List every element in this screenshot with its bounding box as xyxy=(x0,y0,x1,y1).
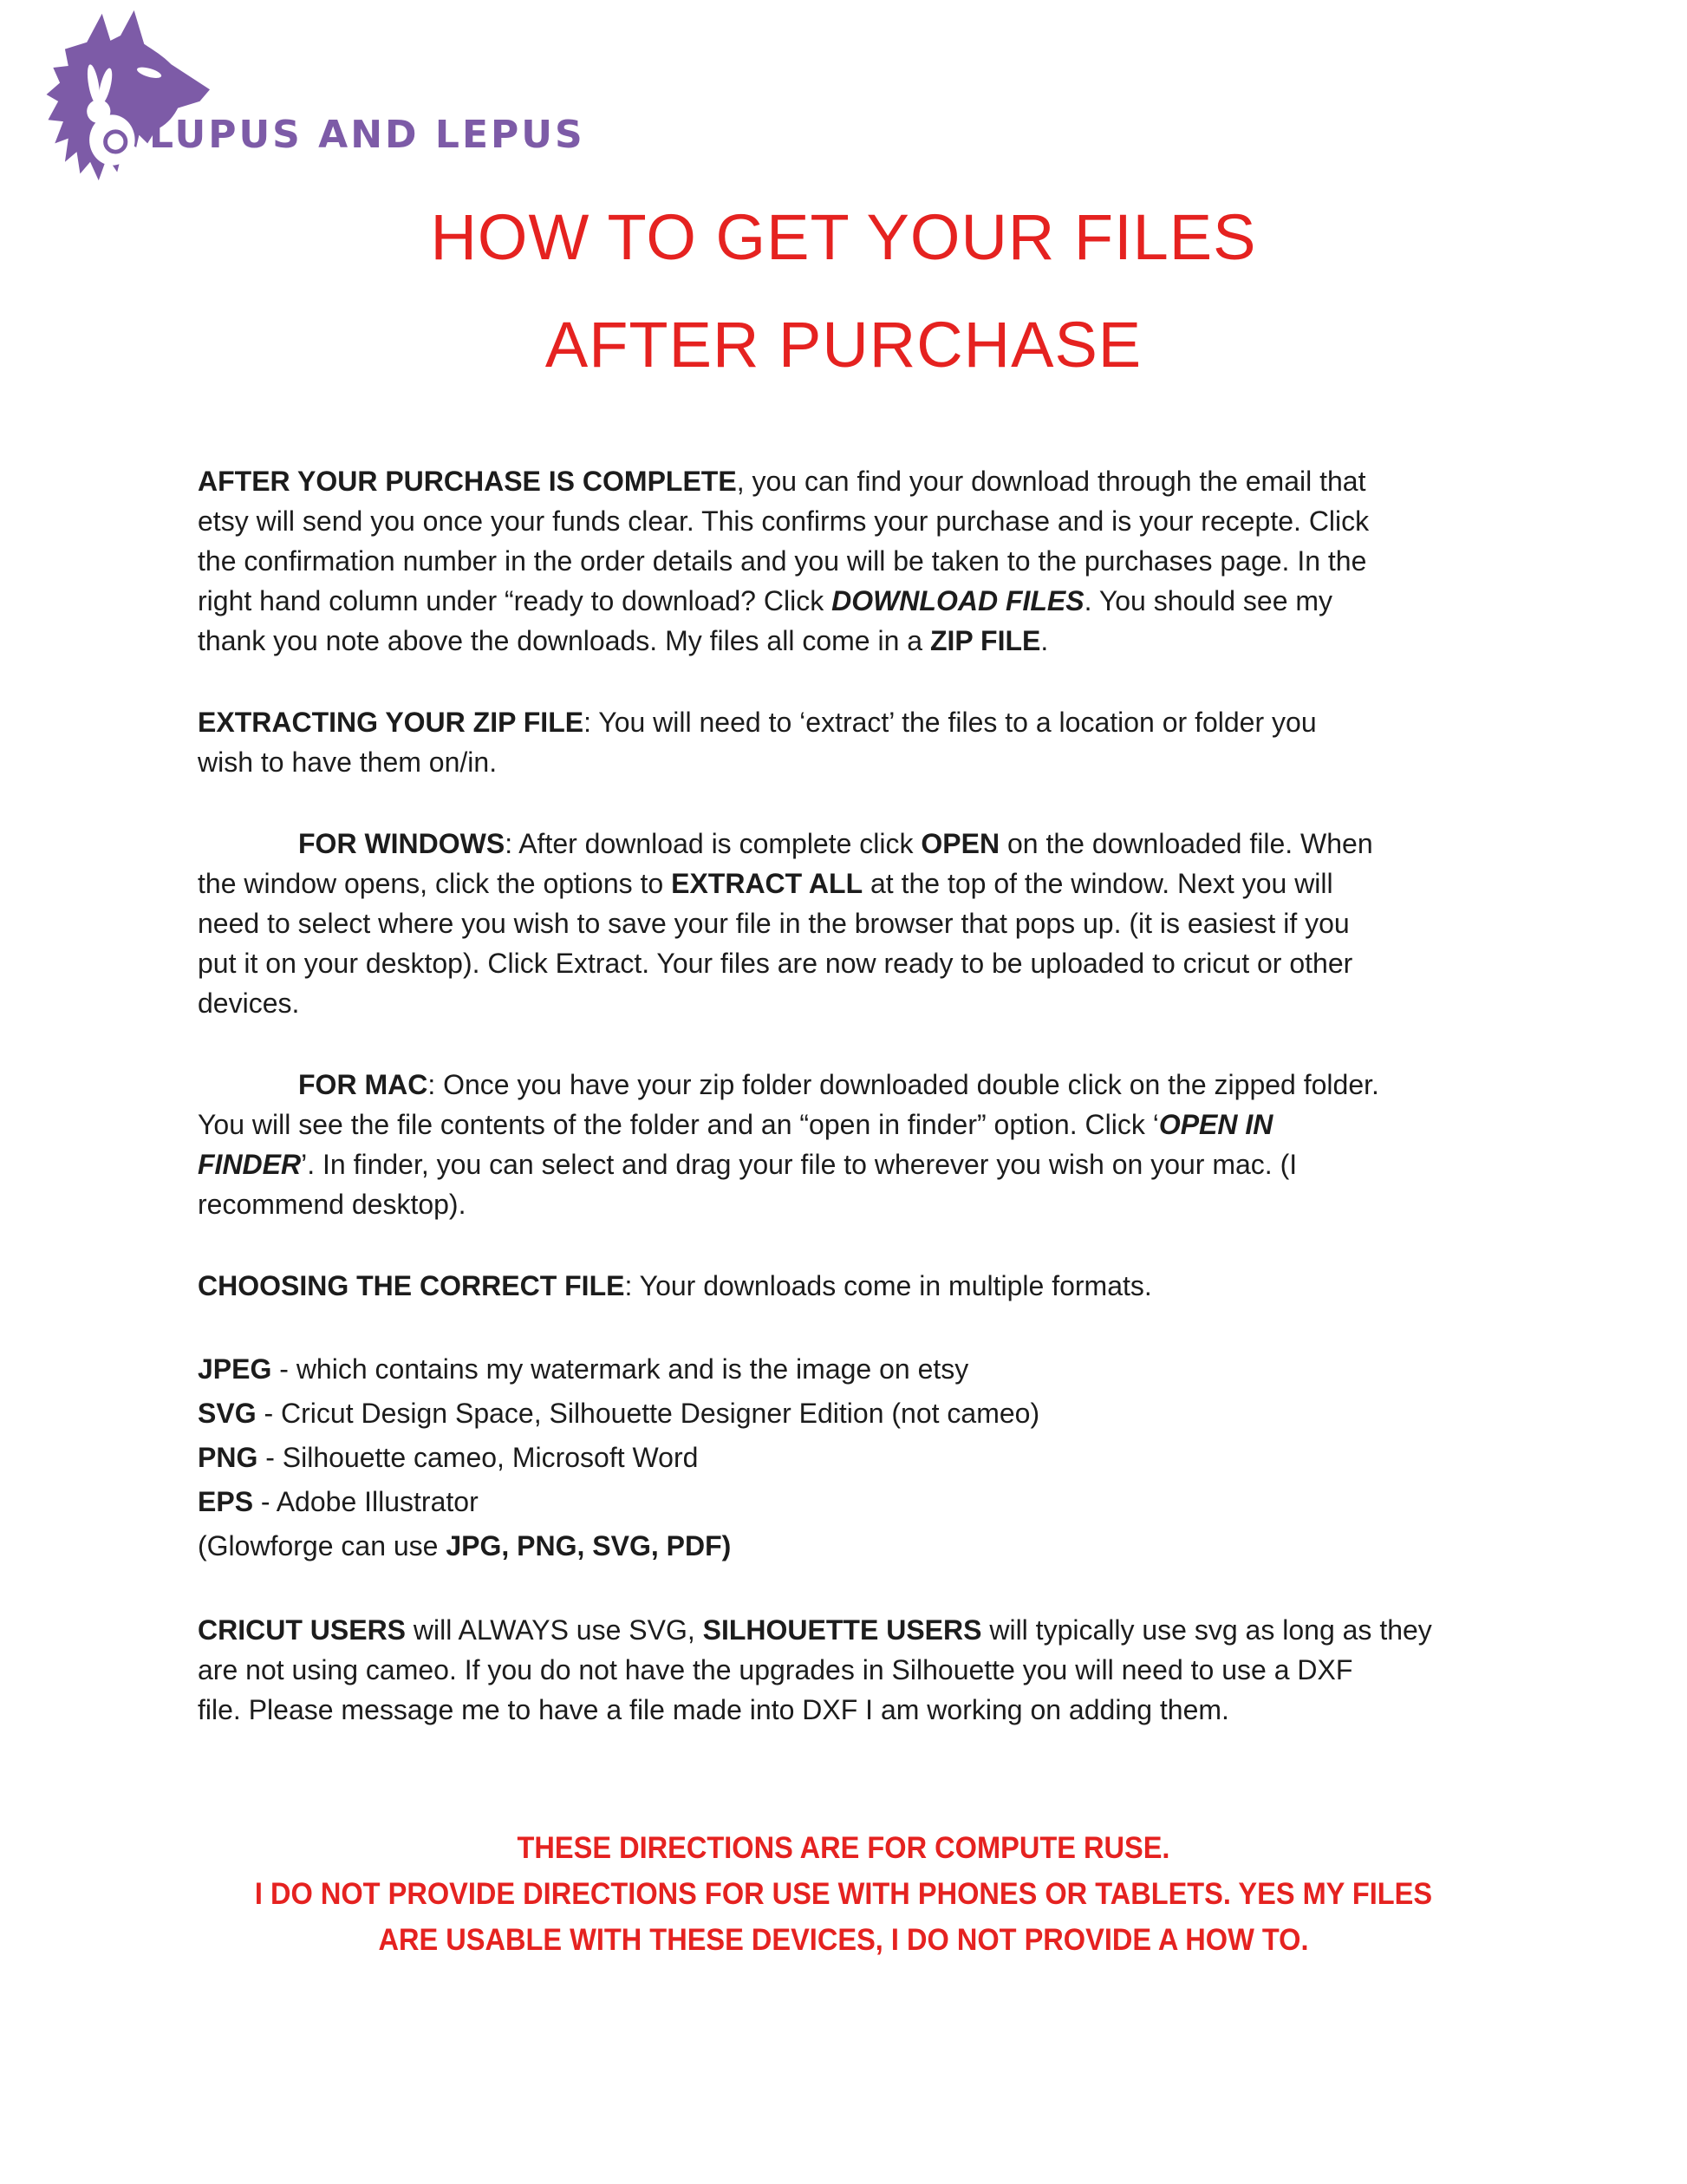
brand-logo xyxy=(19,7,585,189)
footer-warning xyxy=(59,1825,1628,1963)
extracting-zip-paragraph: EXTRACTING YOUR ZIP FILE: You will need to ‘extract’ the files to a location or folder you wish to have them on/in. xyxy=(198,707,1317,778)
page-title-line-2: AFTER PURCHASE xyxy=(544,309,1143,381)
cricut-silhouette-paragraph: CRICUT USERS will ALWAYS use SVG, SILHOUETTE USERS will typically use svg as long as they are not using cameo. If you do not have the upgrades in Silhouette you will need to use a DXF file. Please message me to have a file made into DXF I am working on adding them. xyxy=(198,1614,1432,1725)
document-body xyxy=(198,461,1524,1730)
warning-line-1: THESE DIRECTIONS ARE FOR COMPUTE RUSE. xyxy=(517,1831,1170,1865)
wolf-rabbit-logo-icon xyxy=(19,7,225,186)
file-formats-list: JPEG - which contains my watermark and is the image on etsy SVG - Cricut Design Space, Silhouette Designer Edition (not cameo) PNG - Silhouette cameo, Microsoft Word EPS - Adobe Illustrator (Glowforge can use JPG, PNG, SVG, PDF) xyxy=(198,1353,1040,1561)
warning-line-3: ARE USABLE WITH THESE DEVICES, I DO NOT PROVIDE A HOW TO. xyxy=(378,1923,1309,1957)
page-title xyxy=(0,184,1687,399)
after-purchase-paragraph: AFTER YOUR PURCHASE IS COMPLETE, you can find your download through the email that etsy will send you once your funds clear. This confirms your purchase and is your recepte. Click the confirmation number in the order details and you will be taken to the purchases page. In the right hand column under “ready to download? Click DOWNLOAD FILES. You should see my thank you note above the downloads. My files all come in a ZIP FILE. xyxy=(198,466,1370,656)
for-mac-paragraph: FOR MAC: Once you have your zip folder downloaded double click on the zipped folder. You will see the file contents of the folder and an “open in finder” option. Click ‘OPEN IN FINDER’. In finder, you can select and drag your file to wherever you wish on your mac. (I recommend desktop). xyxy=(198,1069,1379,1220)
page-title-line-1: HOW TO GET YOUR FILES xyxy=(430,201,1257,273)
brand-name: LUPUS AND LEPUS xyxy=(149,113,585,157)
for-windows-paragraph: FOR WINDOWS: After download is complete click OPEN on the downloaded file. When the window opens, click the options to EXTRACT ALL at the top of the window. Next you will need to select where you wish to save your file in the browser that pops up. (it is easiest if you put it on your desktop). Click Extract. Your files are now ready to be uploaded to cricut or other devices. xyxy=(198,828,1373,1019)
warning-line-2: I DO NOT PROVIDE DIRECTIONS FOR USE WITH PHONES OR TABLETS. YES MY FILES xyxy=(254,1877,1433,1911)
choosing-file-paragraph: CHOOSING THE CORRECT FILE: Your downloads come in multiple formats. xyxy=(198,1270,1152,1301)
